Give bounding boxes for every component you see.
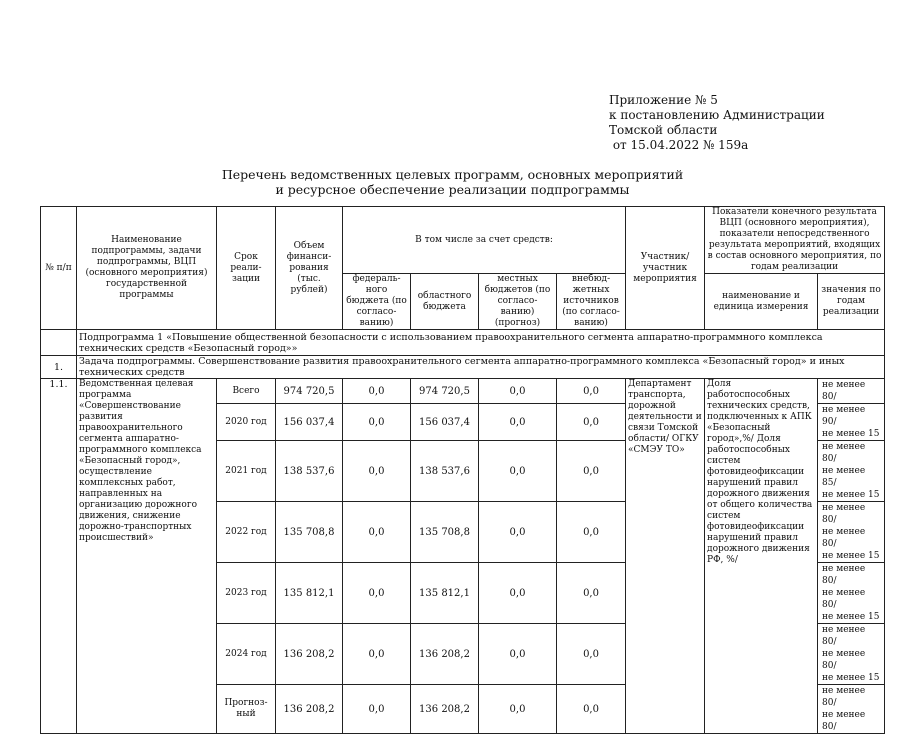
row-federal: 0,0 [343,379,411,404]
row-regional: 156 037,4 [411,404,479,441]
task-num: 1. [41,356,77,379]
indicator-value: не менее 15 [822,612,880,622]
indicator-value: не менее 80/ [822,710,866,732]
indicator-value: не менее 80/ [822,527,866,549]
programs-table [40,206,885,734]
row-federal: 0,0 [343,404,411,441]
indicator-value: не менее 15 [822,551,880,561]
header-name: Наименование подпрограммы, задачи подпрограммы, ВЦП (основного мероприятия) государственной программы [77,207,217,330]
document-title [0,167,905,197]
row-local: 0,0 [479,685,557,734]
indicator-values [818,624,885,685]
program-num: 1.1. [41,379,77,734]
row-regional: 974 720,5 [411,379,479,404]
program-indicator: Доля работоспособных технических средств, подключенных к АПК «Безопасный город»,%/ Доля работоспособных систем фотовидеофиксации нарушений правил дорожного движения от общего количества систем фотовидеофиксации нарушений правил дорожного движения РФ, %/ [705,379,818,734]
header-volume: Объем финанси-рования (тыс. рублей) [276,207,343,330]
row-term: Всего [217,379,276,404]
row-local: 0,0 [479,441,557,502]
appendix-line: Томской области [609,123,718,137]
row-term: 2024 год [217,624,276,685]
subprogram-num-cell [41,330,77,356]
header-term: Срок реали-зации [217,207,276,330]
program-name: Ведомственная целевая программа «Совершенствование развития правоохранительного сегмента аппаратно-программного комплекса «Безопасный город», осуществление комплексных работ, направленных на организацию дорожного движения, снижение дорожно-транспортных происшествий» [77,379,217,734]
header-local: местных бюджетов (по согласо-ванию) (прогноз) [479,274,557,330]
row-regional: 138 537,6 [411,441,479,502]
row-local: 0,0 [479,502,557,563]
indicator-value: не менее 80/ [822,649,866,671]
indicator-value: не менее 85/ [822,466,866,488]
indicator-value: не менее 80/ [822,380,866,402]
row-federal: 0,0 [343,441,411,502]
row-volume: 138 537,6 [276,441,343,502]
appendix-line: Приложение № 5 [609,93,718,107]
row-extra: 0,0 [557,563,626,624]
indicator-value: не менее 80/ [822,564,866,586]
row-regional: 136 208,2 [411,624,479,685]
row-extra: 0,0 [557,624,626,685]
indicator-values [818,563,885,624]
row-extra: 0,0 [557,441,626,502]
header-indicator-values: значения по годам реализации [818,274,885,330]
indicator-value: не менее 80/ [822,503,866,525]
header-including: В том числе за счет средств: [343,207,626,274]
indicator-values [818,502,885,563]
row-volume: 135 708,8 [276,502,343,563]
indicator-value: не менее 80/ [822,442,866,464]
title-line-2: и ресурсное обеспечение реализации подпрограммы [275,182,630,197]
task-title: Задача подпрограммы. Совершенствование развития правоохранительного сегмента аппаратно-программного комплекса «Безопасный город» и иных технических средств [77,356,885,379]
header-regional: областного бюджета [411,274,479,330]
indicator-value: не менее 15 [822,429,880,439]
appendix-line: к постановлению Администрации [609,108,825,122]
row-term: 2020 год [217,404,276,441]
row-extra: 0,0 [557,379,626,404]
row-federal: 0,0 [343,685,411,734]
appendix-line: от 15.04.2022 № 159а [609,138,749,152]
row-volume: 974 720,5 [276,379,343,404]
row-extra: 0,0 [557,685,626,734]
header-indicators: Показатели конечного результата ВЦП (основного мероприятия), показатели непосредственного результата мероприятий, входящих в состав основного мероприятия, по годам реализации [705,207,885,274]
row-local: 0,0 [479,563,557,624]
program-participant: Департамент транспорта, дорожной деятельности и связи Томской области/ ОГКУ «СМЭУ ТО» [626,379,705,734]
row-regional: 136 208,2 [411,685,479,734]
row-federal: 0,0 [343,624,411,685]
title-line-1: Перечень ведомственных целевых программ, основных мероприятий [221,167,684,182]
row-local: 0,0 [479,379,557,404]
header-num: № п/п [41,207,77,330]
subprogram-title: Подпрограмма 1 «Повышение общественной безопасности с использованием правоохранительного сегмента аппаратно-программного комплекса технических средств «Безопасный город»» [77,330,885,356]
indicator-value: не менее 80/ [822,588,866,610]
indicator-value: не менее 90/ [822,405,866,427]
indicator-values [818,685,885,734]
header-participant: Участник/ участник мероприятия [626,207,705,330]
header-extra: внебюд-жетных источников (по согласо-ванию) [557,274,626,330]
row-volume: 156 037,4 [276,404,343,441]
indicator-value: не менее 80/ [822,686,866,708]
row-term: Прогноз-ный [217,685,276,734]
indicator-values [818,379,885,404]
indicator-values [818,441,885,502]
row-volume: 136 208,2 [276,624,343,685]
row-federal: 0,0 [343,502,411,563]
row-extra: 0,0 [557,502,626,563]
row-volume: 135 812,1 [276,563,343,624]
row-term: 2021 год [217,441,276,502]
indicator-value: не менее 80/ [822,625,866,647]
row-federal: 0,0 [343,563,411,624]
row-volume: 136 208,2 [276,685,343,734]
row-local: 0,0 [479,624,557,685]
indicator-value: не менее 15 [822,673,880,683]
row-term: 2023 год [217,563,276,624]
row-local: 0,0 [479,404,557,441]
appendix-block [609,93,825,153]
header-federal: федераль-ного бюджета (по согласо-ванию) [343,274,411,330]
header-indicator-name: наименование и единица измерения [705,274,818,330]
indicator-value: не менее 15 [822,490,880,500]
indicator-values [818,404,885,441]
row-regional: 135 708,8 [411,502,479,563]
row-term: 2022 год [217,502,276,563]
row-regional: 135 812,1 [411,563,479,624]
row-extra: 0,0 [557,404,626,441]
